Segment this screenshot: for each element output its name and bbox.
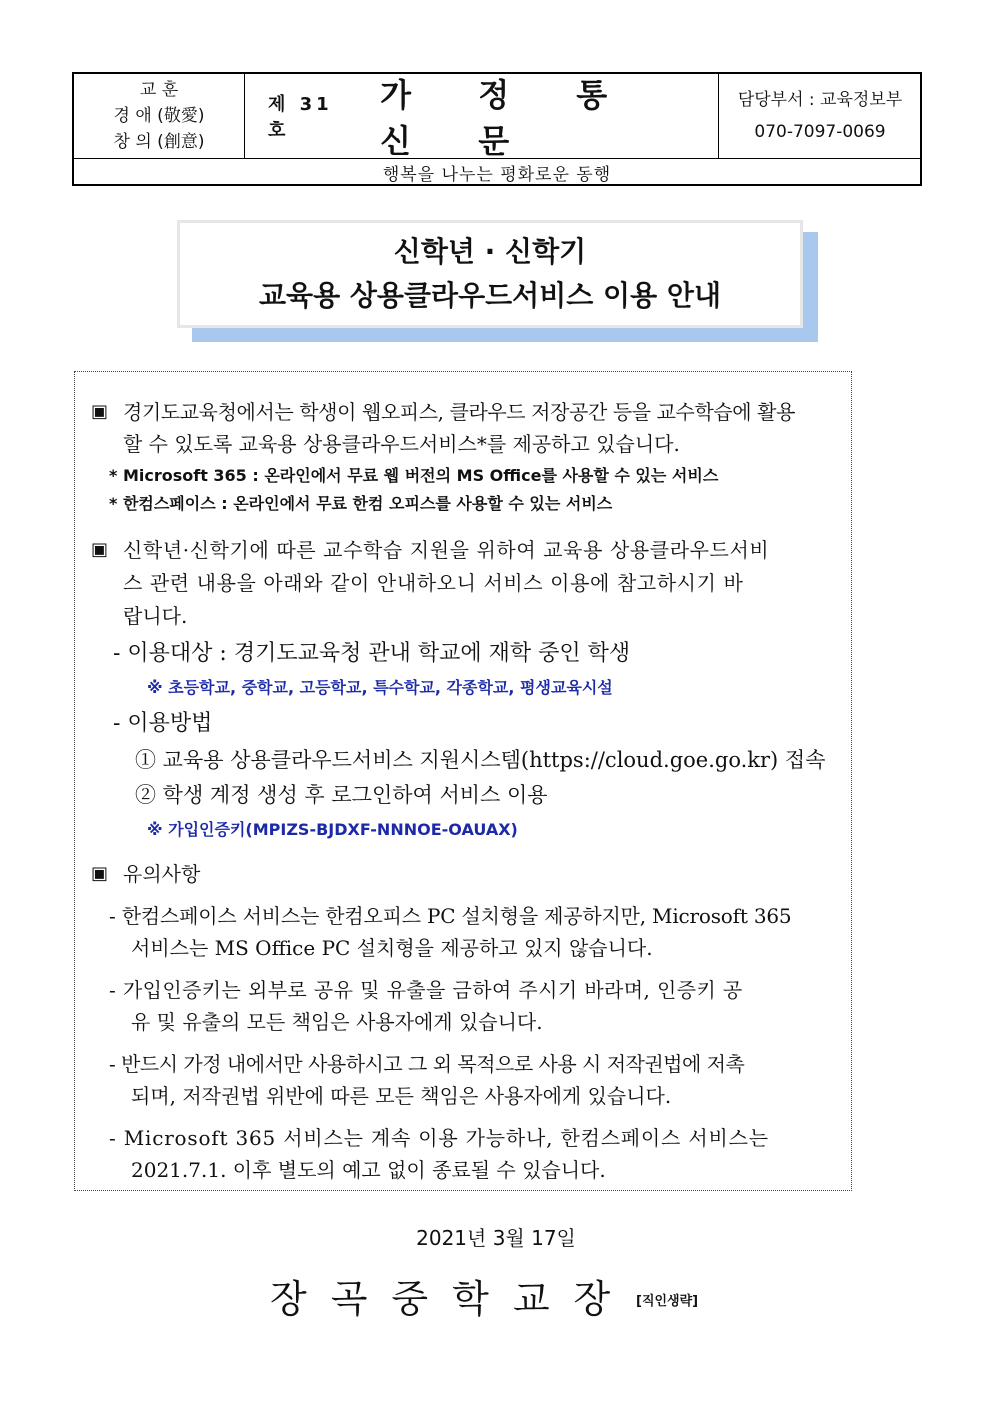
section-2-line-1: 신학년·신학기에 따른 교수학습 지원을 위하여 교육용 상용클라우드서비 — [123, 538, 770, 562]
newsletter-title-cell — [244, 74, 719, 158]
motto-line-2: 창 의 (創意) — [113, 132, 205, 152]
section-1-bullet: ▣ — [91, 401, 109, 422]
title-line-1: 신학년 · 신학기 — [393, 235, 587, 268]
notice-item-3-line-1: - 반드시 가정 내에서만 사용하시고 그 외 목적으로 사용 시 저작권법에 저촉 — [109, 1052, 745, 1076]
department-info — [718, 74, 922, 158]
slogan: 행복을 나누는 평화로운 동행 — [382, 164, 612, 185]
section-1-line-2: 할 수 있도록 교육용 상용클라우드서비스*를 제공하고 있습니다. — [123, 432, 680, 456]
section-1-line-1: 경기도교육청에서는 학생이 웹오피스, 클라우드 저장공간 등을 교수학습에 활용 — [123, 400, 796, 424]
section-3-heading: 유의사항 — [123, 862, 201, 886]
usage-method: - 이용방법 — [113, 711, 213, 736]
notice-item-3-line-2: 되며, 저작권법 위반에 따른 모든 책임은 사용자에게 있습니다. — [131, 1084, 672, 1108]
section-1-note-1: * Microsoft 365 : 온라인에서 무료 웹 버전의 MS Office를 사용할 수 있는 서비스 — [109, 466, 719, 485]
section-2-line-2: 스 관련 내용을 아래와 같이 안내하오니 서비스 이용에 참고하시기 바 — [123, 571, 744, 595]
usage-target-note: ※ 초등학교, 중학교, 고등학교, 특수학교, 각종학교, 평생교육시설 — [147, 678, 613, 697]
content-box — [74, 371, 852, 1191]
school-motto — [74, 74, 245, 158]
usage-step-2: ② 학생 계정 생성 후 로그인하여 서비스 이용 — [135, 783, 548, 807]
section-3-bullet: ▣ — [91, 863, 109, 884]
section-2-line-3: 랍니다. — [123, 604, 188, 628]
title-box — [177, 220, 803, 328]
section-1-note-2: * 한컴스페이스 : 온라인에서 무료 한컴 오피스를 사용할 수 있는 서비스 — [109, 494, 613, 513]
principal-signature: 장곡중학교장 — [270, 1277, 635, 1321]
motto-title: 교 훈 — [139, 80, 179, 100]
seal-omitted-note: [직인생략] — [636, 1294, 699, 1309]
title-line-2: 교육용 상용클라우드서비스 이용 안내 — [258, 279, 721, 312]
newsletter-header — [72, 72, 922, 186]
notice-item-2-line-1: - 가입인증키는 외부로 공유 및 유출을 금하여 주시기 바라며, 인증키 공 — [109, 978, 743, 1002]
header-top-row — [74, 74, 920, 159]
department-name: 담당부서 : 교육정보부 — [737, 90, 903, 110]
notice-item-1-line-2: 서비스는 MS Office PC 설치형을 제공하고 있지 않습니다. — [131, 936, 653, 960]
notice-item-1-line-1: - 한컴스페이스 서비스는 한컴오피스 PC 설치형을 제공하지만, Microsoft 365 — [109, 904, 792, 928]
issue-date: 2021년 3월 17일 — [416, 1226, 576, 1250]
section-2-bullet: ▣ — [91, 539, 109, 560]
department-phone: 070-7097-0069 — [754, 122, 886, 142]
motto-line-1: 경 애 (敬愛) — [113, 106, 205, 126]
notice-item-4-line-1: - Microsoft 365 서비스는 계속 이용 가능하나, 한컴스페이스 서비스는 — [109, 1126, 769, 1150]
newsletter-name: 가 정 통 신 문 — [380, 76, 636, 160]
notice-item-2-line-2: 유 및 유출의 모든 책임은 사용자에게 있습니다. — [131, 1010, 543, 1034]
issue-number: 제 31 호 — [268, 94, 333, 141]
notice-item-4-line-2: 2021.7.1. 이후 별도의 예고 없이 종료될 수 있습니다. — [131, 1158, 606, 1182]
signup-key-note: ※ 가입인증키(MPIZS-BJDXF-NNNOE-OAUAX) — [147, 820, 518, 839]
usage-step-1: ① 교육용 상용클라우드서비스 지원시스템(https://cloud.goe.go.kr) 접속 — [135, 748, 826, 772]
usage-target: - 이용대상 : 경기도교육청 관내 학교에 재학 중인 학생 — [113, 641, 631, 666]
